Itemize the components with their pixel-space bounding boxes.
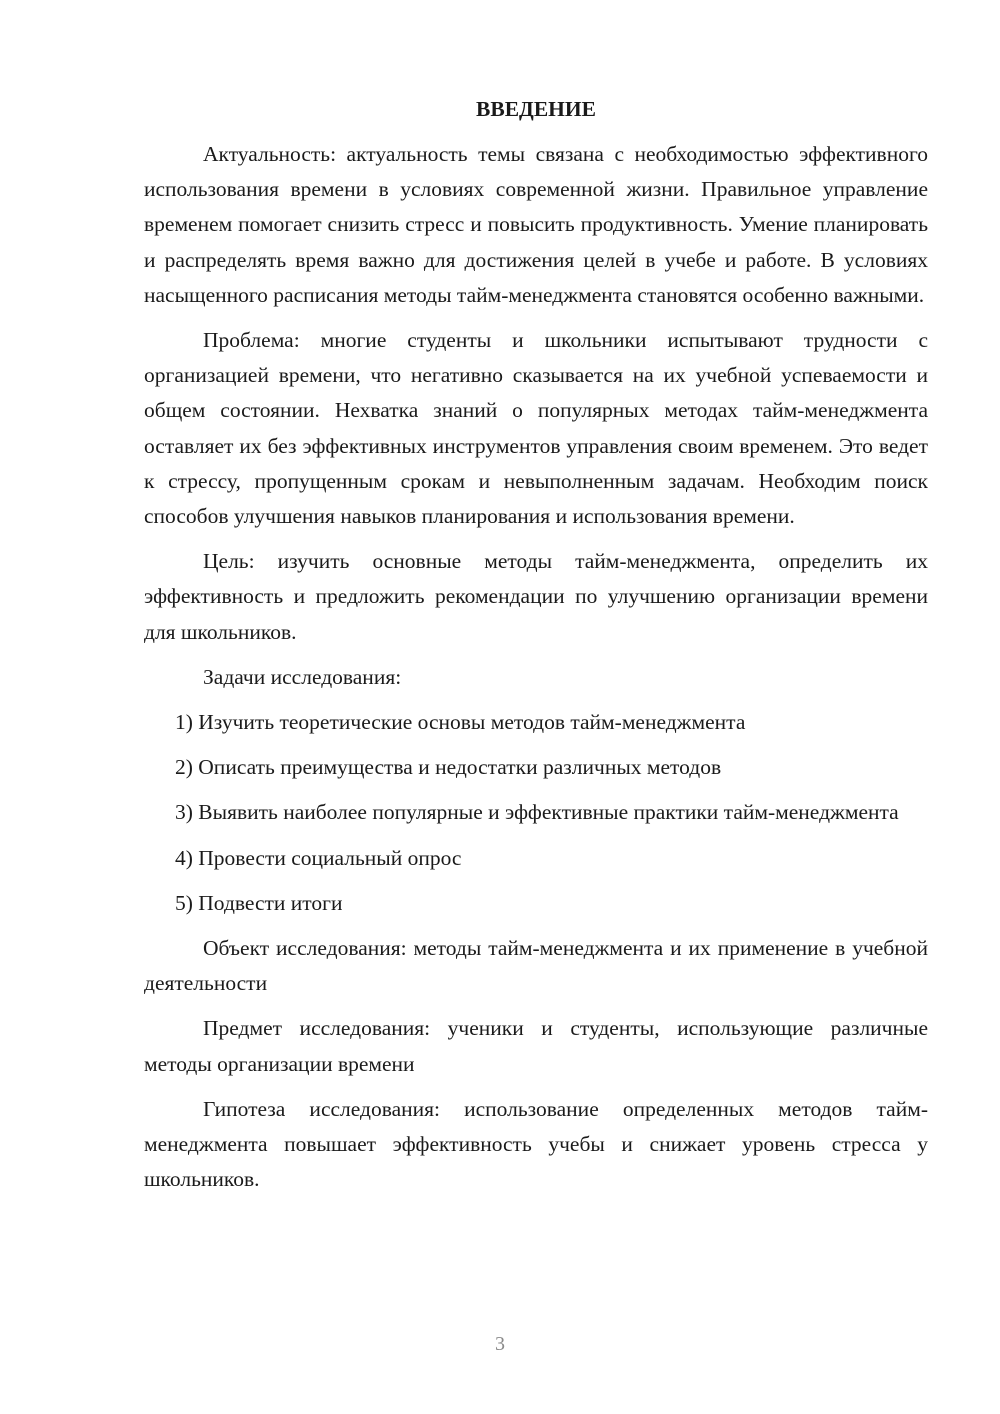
- document-page: [144, 92, 928, 1207]
- object-paragraph: Объект исследования: методы тайм-менеджмента и их применение в учебной деятельности: [144, 936, 928, 996]
- list-item: 2) Описать преимущества и недостатки различных методов: [175, 755, 722, 780]
- tasks-heading: Задачи исследования:: [203, 664, 402, 689]
- hypothesis-paragraph: Гипотеза исследования: использование определенных методов тайм-менеджмента повышает эффективность учебы и снижает уровень стресса у школьников.: [144, 1096, 928, 1192]
- problem-paragraph: Проблема: многие студенты и школьники испытывают трудности с организацией времени, что негативно сказывается на их учебной успеваемости и общем состоянии. Нехватка знаний о популярных методах тайм-менеджмента оставляет их без эффективных инструментов управления своим временем. Это ведет к стрессу, пропущенным срокам и невыполненным задачам. Необходим поиск способов улучшения навыков планирования и использования времени.: [144, 328, 928, 529]
- page-number: 3: [495, 1333, 505, 1355]
- goal-paragraph: Цель: изучить основные методы тайм-менеджмента, определить их эффективность и предложить рекомендации по улучшению организации времени для школьников.: [144, 549, 928, 644]
- list-item: 4) Провести социальный опрос: [175, 845, 462, 870]
- list-item: 3) Выявить наиболее популярные и эффективные практики тайм-менеджмента: [175, 800, 899, 825]
- relevance-paragraph: Актуальность: актуальность темы связана с необходимостью эффективного использования времени в условиях современной жизни. Правильное управление временем помогает снизить стресс и повысить продуктивность. Умение планировать и распределять время важно для достижения целей в учебе и работе. В условиях насыщенного расписания методы тайм-менеджмента становятся особенно важными.: [144, 142, 928, 307]
- tasks-list: [144, 705, 928, 921]
- section-title: ВВЕДЕНИЕ: [476, 97, 596, 121]
- list-item: 1) Изучить теоретические основы методов тайм-менеджмента: [175, 710, 746, 735]
- subject-paragraph: Предмет исследования: ученики и студенты, использующие различные методы организации времени: [144, 1016, 928, 1076]
- list-item: 5) Подвести итоги: [175, 890, 343, 915]
